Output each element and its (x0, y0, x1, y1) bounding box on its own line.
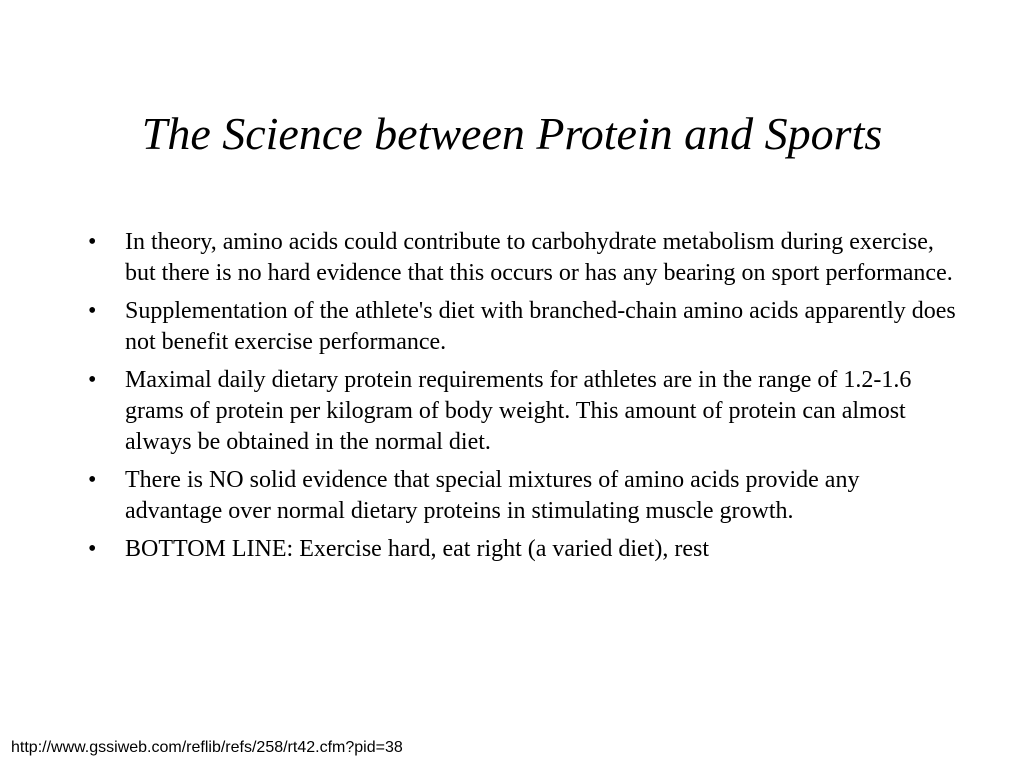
bullet-text: Supplementation of the athlete's diet with branched-chain amino acids apparently does not benefit exercise performance. (125, 298, 956, 355)
bullet-item (78, 227, 958, 289)
bullet-text: Maximal daily dietary protein requirements for athletes are in the range of 1.2-1.6 grams of protein per kilogram of body weight. This amount of protein can almost always be obtained in the normal diet. (125, 367, 912, 455)
bullet-text: There is NO solid evidence that special mixtures of amino acids provide any advantage over normal dietary proteins in stimulating muscle growth. (125, 467, 860, 524)
bullet-icon: • (88, 229, 97, 255)
bullet-icon: • (88, 367, 97, 393)
bullet-icon: • (88, 298, 97, 324)
bullet-text: BOTTOM LINE: Exercise hard, eat right (a varied diet), rest (125, 536, 710, 562)
bullet-text: In theory, amino acids could contribute to carbohydrate metabolism during exercise, but there is no hard evidence that this occurs or has any bearing on sport performance. (125, 229, 953, 286)
bullet-list (78, 227, 958, 572)
slide-title: The Science between Protein and Sports (141, 108, 883, 159)
bullet-item (78, 465, 958, 527)
bullet-item (78, 365, 958, 458)
bullet-item (78, 534, 958, 565)
source-url: http://www.gssiweb.com/reflib/refs/258/rt42.cfm?pid=38 (11, 739, 403, 756)
bullet-icon: • (88, 467, 97, 493)
bullet-icon: • (88, 536, 97, 562)
bullet-item (78, 296, 958, 358)
